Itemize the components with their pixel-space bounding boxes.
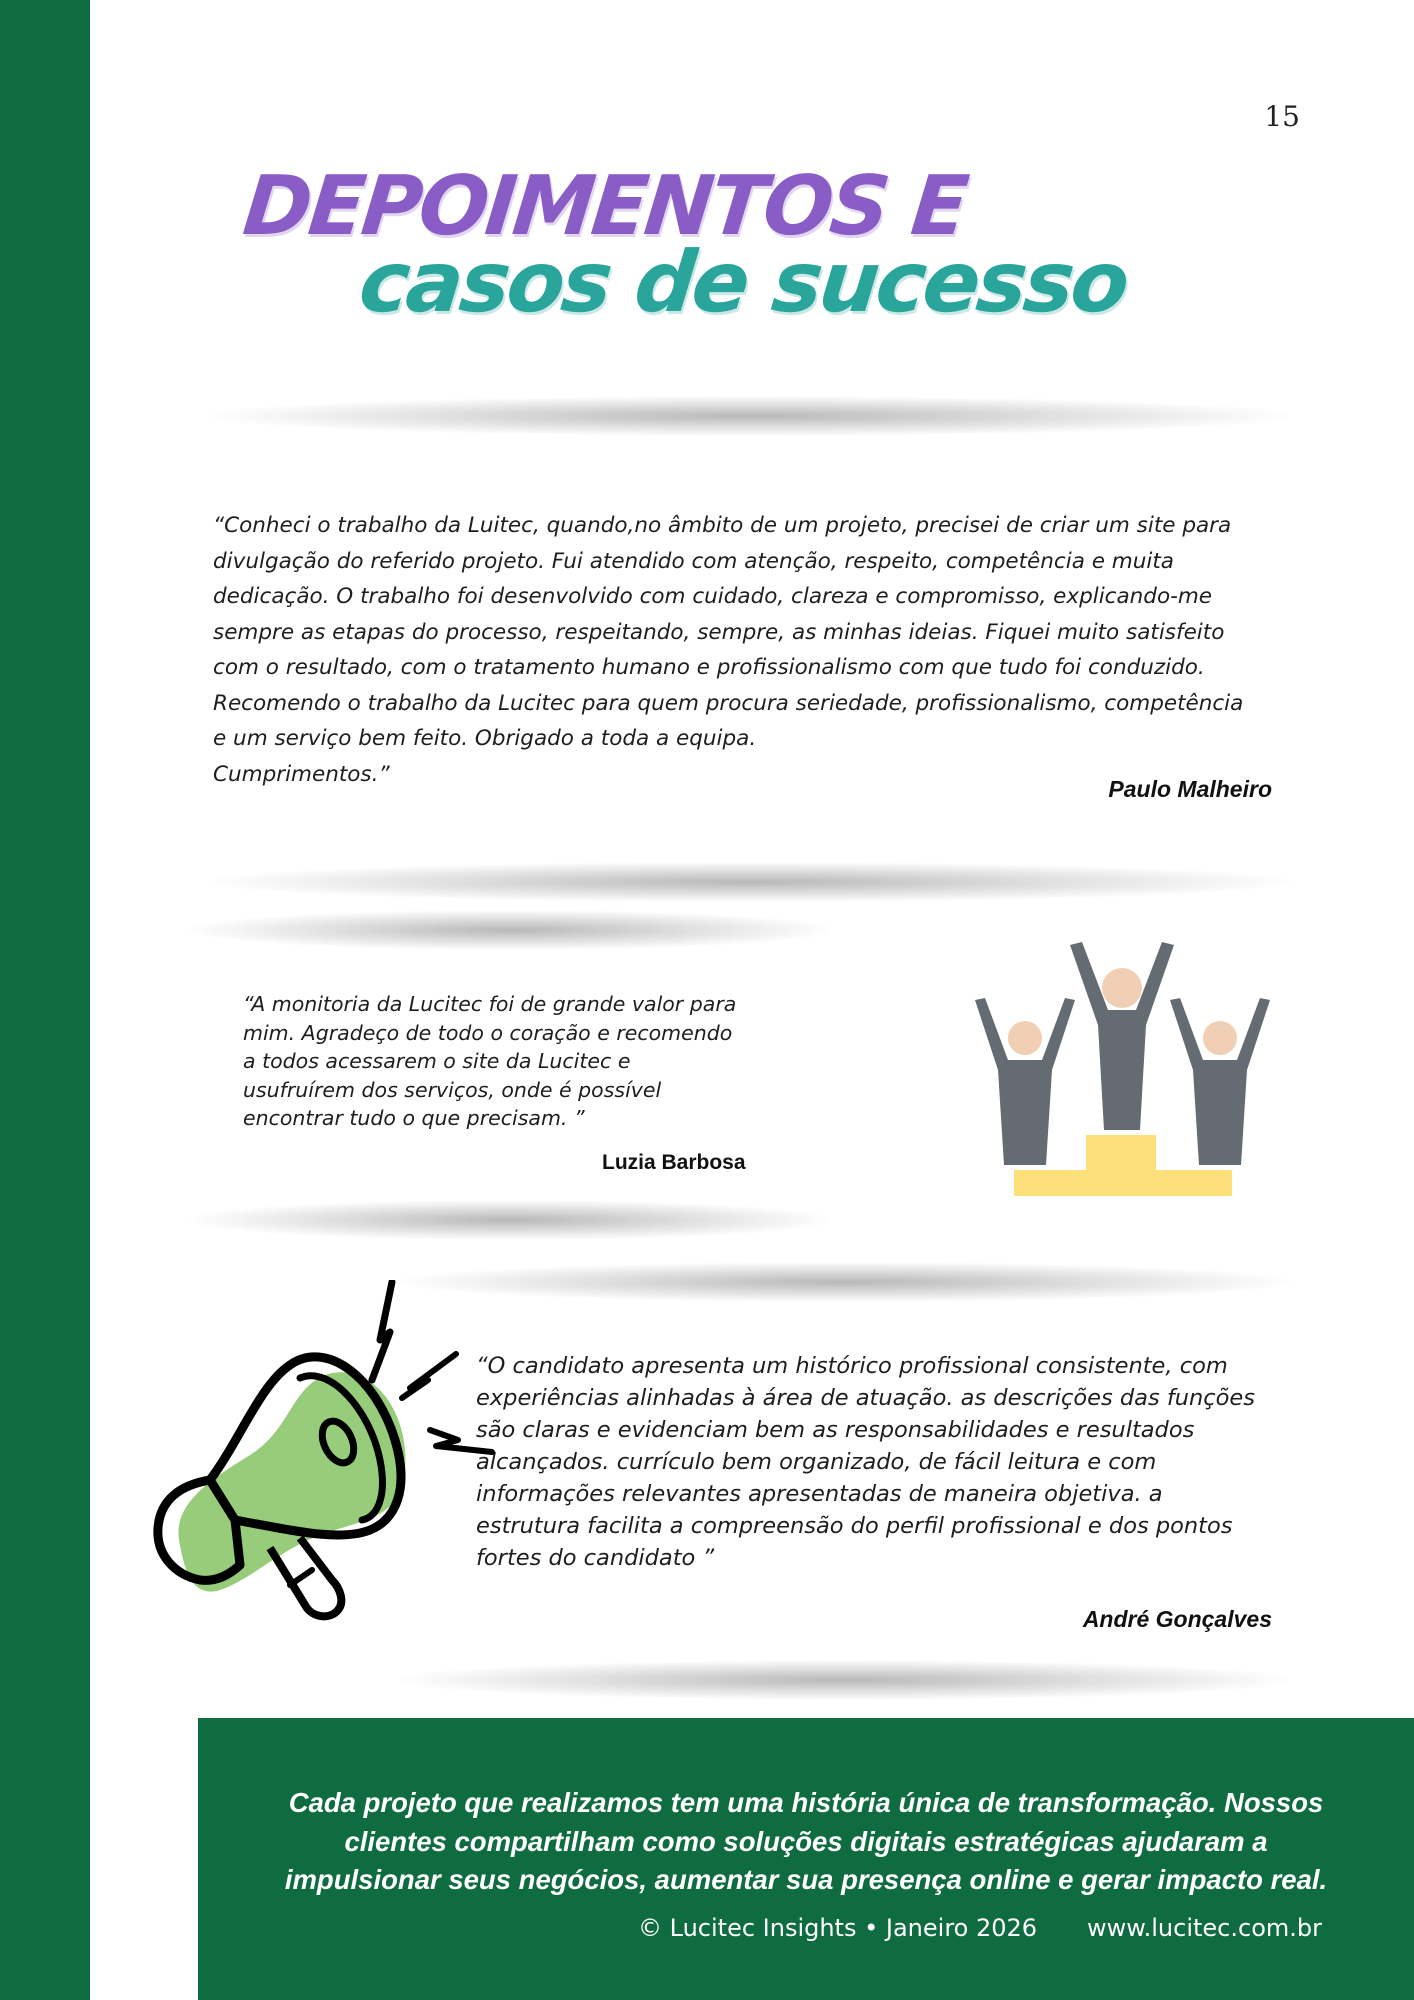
card-bottom-shadow [400,1660,1290,1700]
footer-text: Cada projeto que realizamos tem uma história única de transformação. Nossos clientes compartilham como soluções digitais estratégicas ajudaram a impulsionar seus negócios, aumentar sua presença online e gerar impacto real. [284,1787,1328,1895]
testimonial-author: Luzia Barbosa [602,1151,746,1174]
card-bottom-shadow [190,1200,830,1240]
page-title-line2: casos de sucesso [354,233,1132,331]
testimonial-quote: “Conheci o trabalho da Luitec, quando,no âmbito de um projeto, precisei de criar um site para divulgação do referido projeto. Fui atendido com atenção, respeito, competência e muita dedicação. O trabalho foi desenvolvido com cuidado, clareza e compromisso, explicando-me sempre as etapas do processo, respeitando, sempre, as minhas ideias. Fiquei muito satisfeito com o resultado, com o tratamento humano e profissionalismo com que tudo foi conduzido. Recomendo o trabalho da Lucitec para quem procura seriedade, profissionalismo, competência e um serviço bem feito. Obrigado a toda a equipa. Cumprimentos.” [213,513,1244,787]
left-sidebar-bar [0,0,90,2000]
footer-banner [198,1718,1414,2000]
page-number: 15 [1264,100,1300,133]
card-top-shadow [190,910,830,950]
winners-podium-icon [970,940,1280,1200]
card-top-shadow [210,396,1290,436]
page-title-line1: DEPOIMENTOS E [239,159,970,254]
testimonial-quote: “O candidato apresenta um histórico profissional consistente, com experiências alinhadas à área de atuação. as descrições das funções são claras e evidenciam bem as responsabilidades e resultados alcançados. currículo bem organizado, de fácil leitura e com informações relevantes apresentadas de maneira objetiva. a estrutura facilita a compreensão do perfil profissional e dos pontos fortes do candidato ” [476,1353,1255,1571]
card-bottom-shadow [210,862,1290,902]
card-top-shadow [400,1262,1290,1302]
testimonial-quote: “A monitoria da Lucitec foi de grande valor para mim. Agradeço de todo o coração e recomendo a todos acessarem o site da Lucitec e usufruírem dos serviços, onde é possível encontrar tudo o que precisam. ” [243,992,737,1130]
footer-website-link[interactable]: www.lucitec.com.br [1086,1914,1322,1942]
testimonial-author: Paulo Malheiro [1108,776,1272,802]
megaphone-icon [140,1280,500,1650]
footer-copyright: © Lucitec Insights • Janeiro 2026 [638,1914,1038,1942]
testimonial-author: André Gonçalves [1082,1606,1272,1632]
